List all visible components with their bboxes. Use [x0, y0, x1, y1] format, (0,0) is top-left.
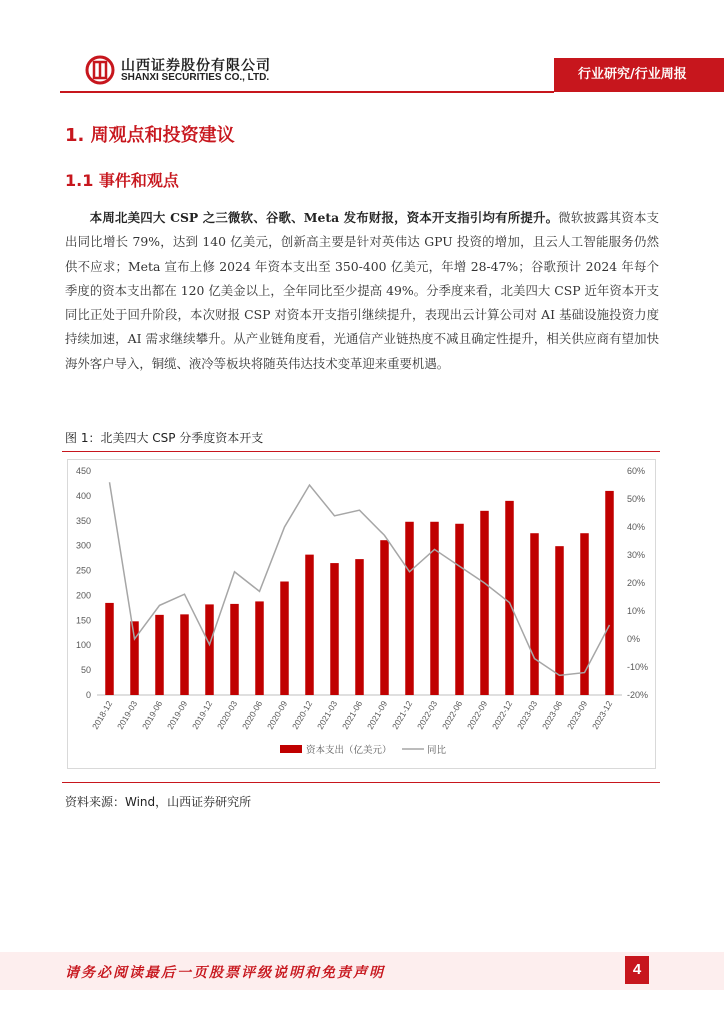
capex-bar — [205, 604, 214, 695]
left-axis-tick-label: 250 — [75, 565, 91, 576]
x-axis-tick-label: 2019-09 — [164, 699, 190, 732]
left-axis-tick-label: 450 — [75, 466, 91, 476]
capex-bar — [430, 522, 439, 695]
capex-bar — [355, 559, 364, 695]
x-axis-tick-label: 2021-06 — [339, 699, 365, 732]
capex-bar — [305, 555, 314, 695]
company-name-en: SHANXI SECURITIES CO., LTD. — [121, 72, 270, 83]
capex-bar — [255, 601, 264, 695]
capex-bar — [480, 511, 489, 695]
left-axis-tick-label: 150 — [75, 615, 91, 626]
legend-bar-swatch — [280, 745, 302, 753]
left-axis-tick-label: 50 — [80, 665, 91, 676]
x-axis-tick-label: 2023-03 — [514, 699, 540, 732]
capex-bar — [505, 501, 514, 695]
subsection-heading: 1.1 事件和观点 — [65, 171, 179, 190]
capex-bar — [330, 563, 339, 695]
x-axis-tick-label: 2020-09 — [264, 699, 290, 732]
right-axis-tick-label: 30% — [627, 550, 646, 560]
paragraph-lead: 本周北美四大 CSP 之三微软、谷歌、Meta 发布财报，资本开支指引均有所提升。 — [89, 210, 559, 225]
disclaimer-note: 请务必阅读最后一页股票评级说明和免责声明 — [65, 965, 385, 981]
figure-title: 图 1：北美四大 CSP 分季度资本开支 — [65, 431, 264, 445]
right-axis-tick-label: 0% — [627, 634, 641, 644]
right-axis-tick-label: 10% — [627, 606, 646, 616]
left-axis-tick-label: 0 — [85, 690, 91, 700]
report-type-tag: 行业研究/行业周报 — [554, 58, 724, 92]
capex-bar — [455, 524, 464, 695]
figure-bottom-rule — [62, 782, 660, 783]
capex-bar — [105, 603, 114, 695]
x-axis-tick-label: 2019-03 — [114, 699, 140, 732]
page-header — [0, 0, 724, 110]
left-axis-tick-label: 200 — [75, 590, 91, 601]
figure-source: 资料来源：Wind，山西证券研究所 — [65, 795, 252, 809]
x-axis-tick-label: 2023-09 — [564, 699, 590, 732]
x-axis-tick-label: 2023-12 — [589, 699, 615, 732]
capex-bar — [130, 621, 139, 695]
right-axis-tick-label: -10% — [627, 662, 649, 672]
section-heading: 1. 周观点和投资建议 — [65, 125, 235, 146]
x-axis-tick-label: 2018-12 — [89, 699, 115, 732]
x-axis-tick-label: 2020-12 — [289, 699, 315, 732]
capex-bar — [530, 533, 539, 695]
x-axis-tick-label: 2022-12 — [489, 699, 515, 732]
company-name-cn: 山西证券股份有限公司 — [121, 58, 271, 74]
capex-bar — [605, 491, 614, 695]
left-axis-tick-label: 350 — [75, 515, 91, 526]
capex-bar — [380, 540, 389, 695]
x-axis-tick-label: 2023-06 — [539, 699, 565, 732]
legend-label: 同比 — [427, 745, 447, 756]
capex-chart — [67, 459, 656, 769]
header-divider — [60, 91, 554, 93]
capex-bar — [230, 604, 239, 695]
company-logo-icon — [85, 55, 115, 85]
x-axis-tick-label: 2019-12 — [189, 699, 215, 732]
right-axis-tick-label: 20% — [627, 578, 646, 588]
page-number: 4 — [625, 956, 649, 984]
capex-bar — [405, 522, 414, 695]
capex-bar — [180, 614, 189, 695]
right-axis-tick-label: 50% — [627, 494, 646, 504]
x-axis-tick-label: 2019-06 — [139, 699, 165, 732]
x-axis-tick-label: 2022-09 — [464, 699, 490, 732]
right-axis-tick-label: 40% — [627, 522, 646, 532]
right-axis-tick-label: 60% — [627, 466, 646, 476]
paragraph-body: 微软披露其资本支出同比增长 79%，达到 140 亿美元，创新高主要是针对英伟达 GPU 投资的增加，且云人工智能服务仍然供不应求；Meta 宣布上修 2024 年资本支出至 350-400 亿美元，年增 28-47%；谷歌预计 2024 年每个季度的资本支出都在 120 亿美金以上，全年同比至少提高 49%。分季度来看，北美四大 CSP 近年资本开支同比正处于回升阶段，本次财报 CSP 对资本开支指引继续提升，表现出云计算公司对 AI 基础设施投资力度持续加速，AI 需求继续攀升。从产业链角度看，光通信产业链热度不减且确定性提升，相关供应商有望加快海外客户导入，铜缆、液冷等板块将随英伟达技术变革迎来重要机遇。 — [65, 210, 660, 371]
x-axis-tick-label: 2020-03 — [214, 699, 240, 732]
x-axis-tick-label: 2021-12 — [389, 699, 415, 732]
x-axis-tick-label: 2021-09 — [364, 699, 390, 732]
x-axis-tick-label: 2021-03 — [314, 699, 340, 732]
figure-top-rule — [62, 451, 660, 452]
x-axis-tick-label: 2020-06 — [239, 699, 265, 732]
left-axis-tick-label: 400 — [75, 490, 91, 501]
capex-bar — [580, 533, 589, 695]
capex-bar — [280, 582, 289, 695]
body-paragraph — [65, 206, 659, 376]
x-axis-tick-label: 2022-06 — [439, 699, 465, 732]
x-axis-tick-label: 2022-03 — [414, 699, 440, 732]
left-axis-tick-label: 100 — [75, 640, 91, 651]
capex-bar — [155, 615, 164, 695]
left-axis-tick-label: 300 — [75, 540, 91, 551]
right-axis-tick-label: -20% — [627, 690, 649, 700]
legend-label: 资本支出（亿美元） — [306, 745, 392, 756]
